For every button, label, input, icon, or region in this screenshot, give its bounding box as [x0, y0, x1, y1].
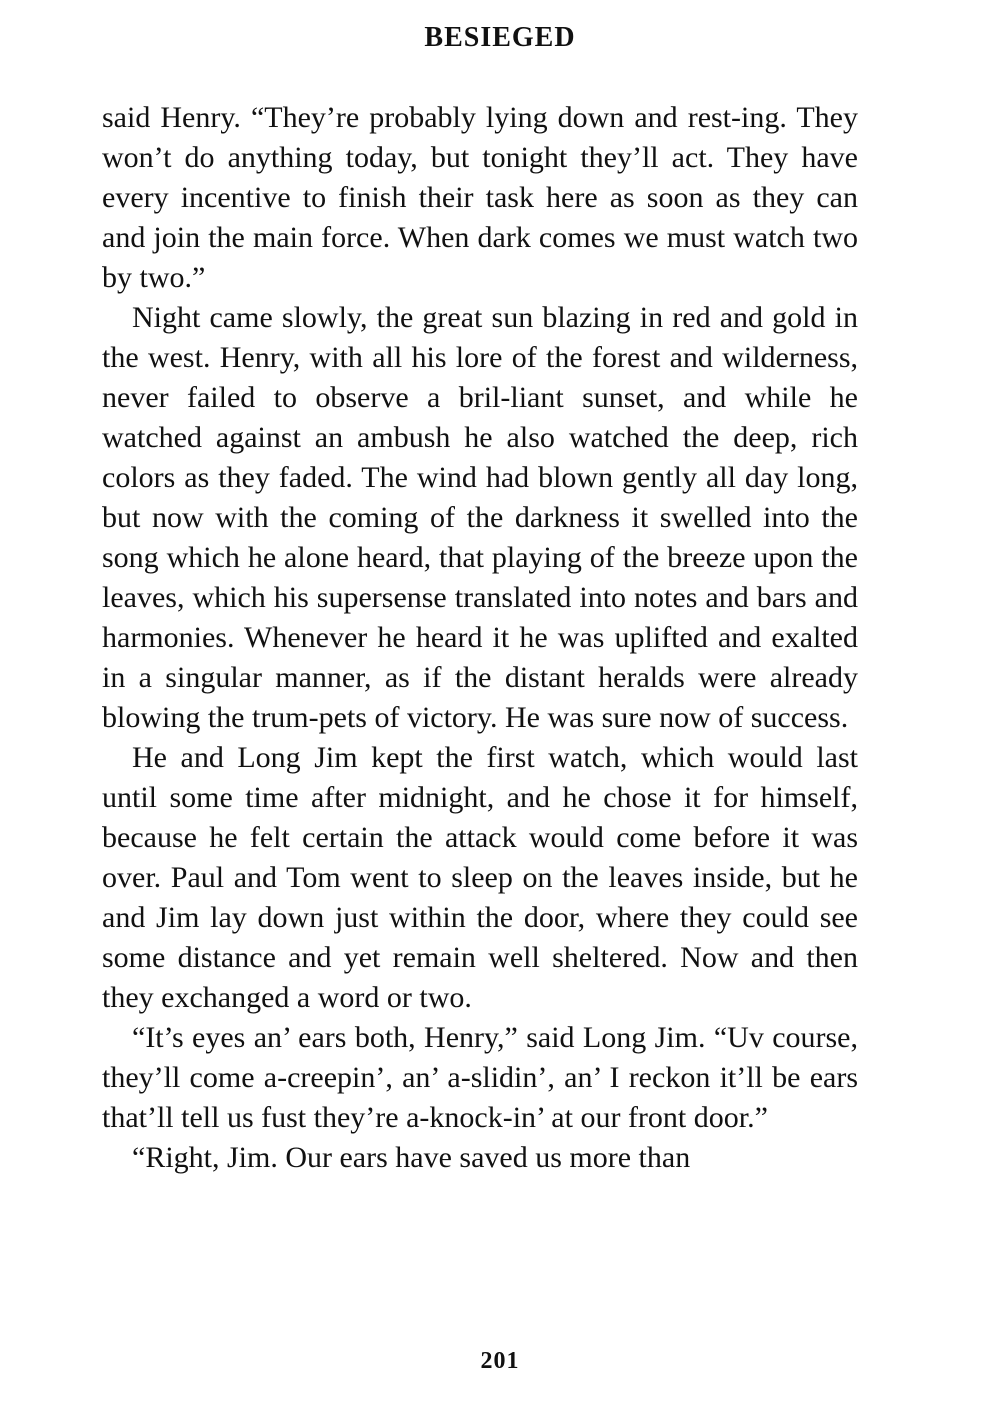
- paragraph: “Right, Jim. Our ears have saved us more than: [132, 1141, 691, 1174]
- running-head: BESIEGED: [424, 22, 576, 53]
- paragraph: He and Long Jim kept the first watch, which would last until some time after midnight, and he chose it for himself, because he felt certain the attack would come before it was over. Paul and Tom went to sleep on the leaves inside, but he and Jim lay down just within the door, where they could see some distance and yet remain well sheltered. Now and then they exchanged a word or two.: [102, 741, 858, 1014]
- paragraph: Night came slowly, the great sun blazing in red and gold in the west. Henry, with all his lore of the forest and wilderness, never failed to observe a bril-liant sunset, and while he watched against an ambush he also watched the deep, rich colors as they faded. The wind had blown gently all day long, but now with the coming of the darkness it swelled into the song which he alone heard, that playing of the breeze upon the leaves, which his supersense translated into notes and bars and harmonies. Whenever he heard it he was uplifted and exalted in a singular manner, as if the distant heralds were already blowing the trum-pets of victory. He was sure now of success.: [102, 301, 858, 734]
- paragraph: “It’s eyes an’ ears both, Henry,” said Long Jim. “Uv course, they’ll come a-creepin’, an’ a-slidin’, an’ I reckon it’ll be ears that’ll tell us fust they’re a-knock-in’ at our front door.”: [102, 1021, 858, 1134]
- page-number: 201: [480, 1348, 520, 1374]
- paragraph-continued: said Henry. “They’re probably lying down and rest-ing. They won’t do anything today, but tonight they’ll act. They have every incentive to finish their task here as soon as they can and join the main force. When dark comes we must watch two by two.”: [102, 101, 858, 294]
- body-text: [102, 98, 858, 1178]
